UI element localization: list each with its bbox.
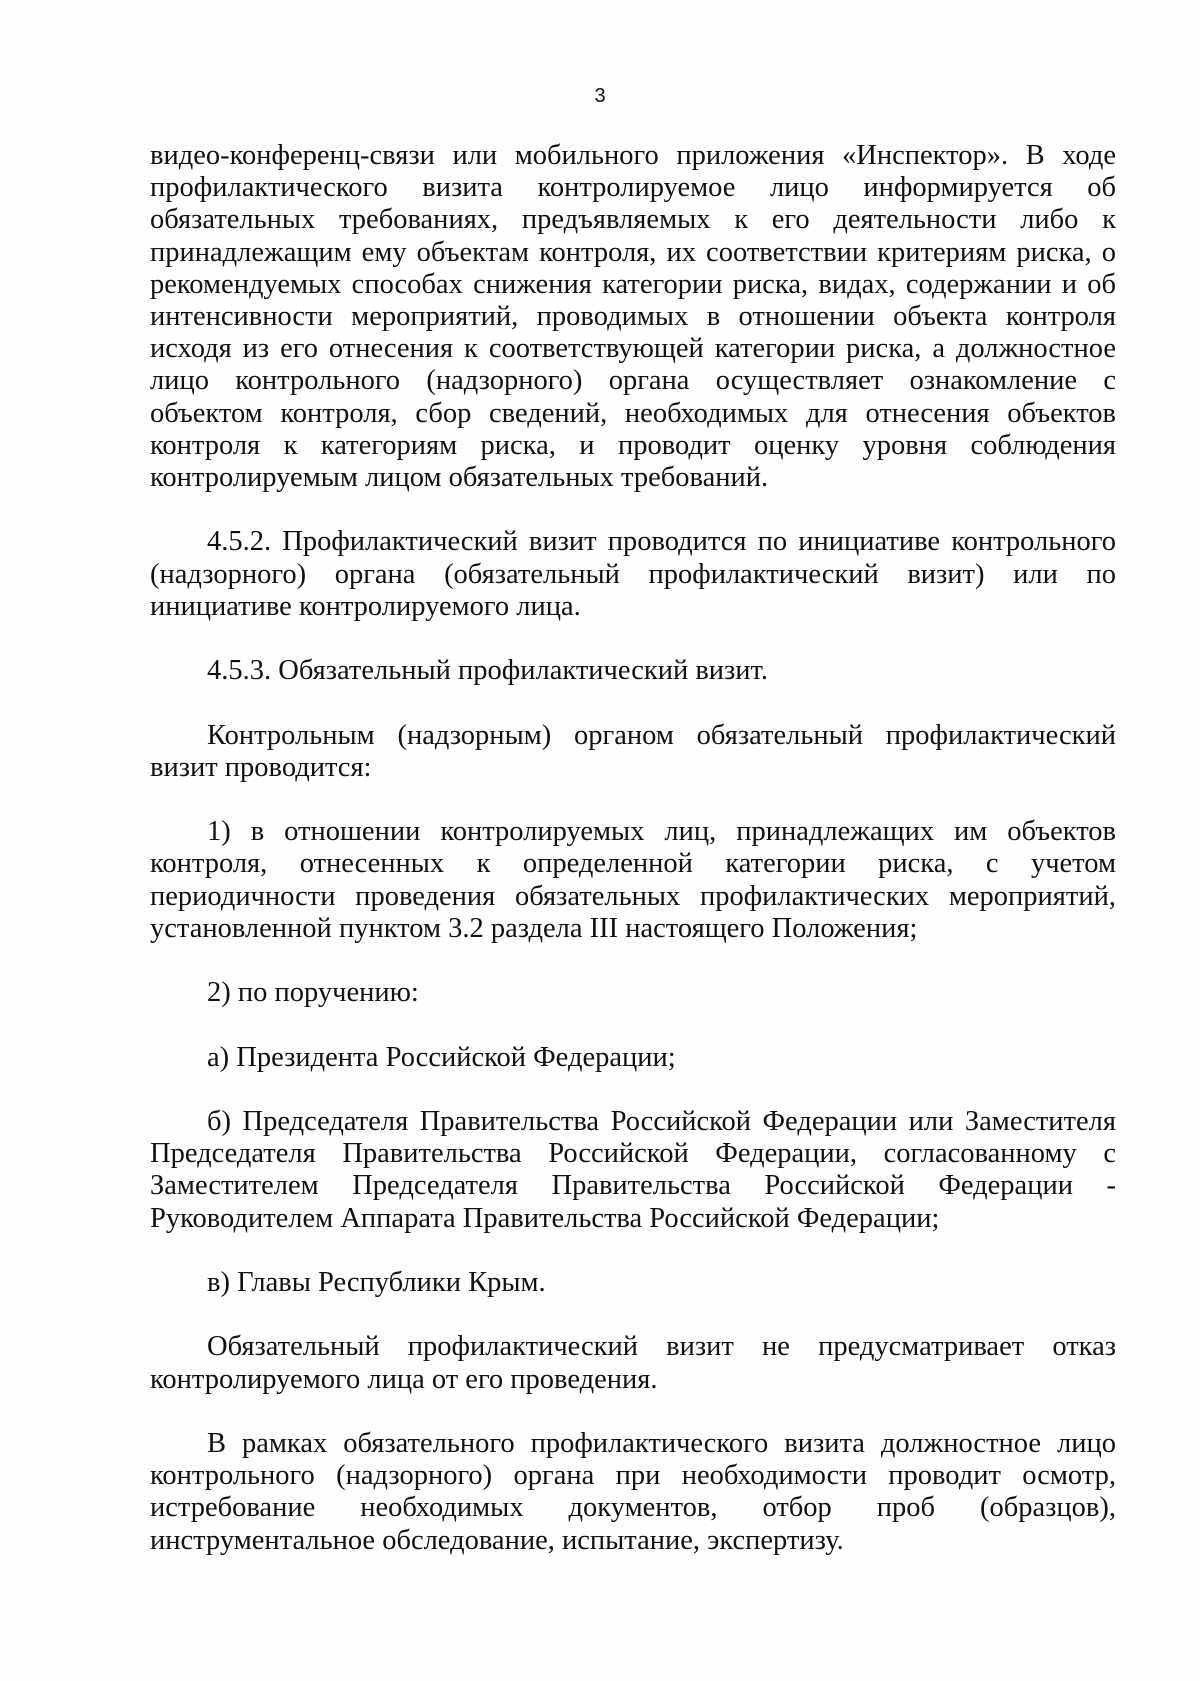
paragraph-4-5-2: 4.5.2. Профилактический визит проводится по инициативе контрольного (надзорного) органа (обязательный профилактический визит) или по инициативе контролируемого лица. [150, 526, 1116, 622]
list-item-2: 2) по поручению: [207, 977, 419, 1009]
paragraph-4-5-3-heading: 4.5.3. Обязательный профилактический визит. [207, 655, 768, 687]
paragraph-mandatory-visit-intro: Контрольным (надзорным) органом обязательный профилактический визит проводится: [150, 719, 1116, 783]
list-item-2b: б) Председателя Правительства Российской Федерации или Заместителя Председателя Правительства Российской Федерации, согласованному с Заместителем Председателя Правительства Российской Федерации - Руководителем Аппарата Правительства Российской Федерации; [150, 1105, 1116, 1234]
document-body [150, 140, 1116, 1557]
list-item-2a: а) Президента Российской Федерации; [207, 1041, 676, 1073]
paragraph-visit-actions: В рамках обязательного профилактического визита должностное лицо контрольного (надзорного) органа при необходимости проводит осмотр, истребование необходимых документов, отбор проб (образцов), инструментальное обследование, испытание, экспертизу. [150, 1427, 1116, 1556]
paragraph-continuation: видео-конференц-связи или мобильного приложения «Инспектор». В ходе профилактического визита контролируемое лицо информируется об обязательных требованиях, предъявляемых к его деятельности либо к принадлежащим ему объектам контроля, их соответствии критериям риска, о рекомендуемых способах снижения категории риска, видах, содержании и об интенсивности мероприятий, проводимых в отношении объекта контроля исходя из его отнесения к соответствующей категории риска, а должностное лицо контрольного (надзорного) органа осуществляет ознакомление с объектом контроля, сбор сведений, необходимых для отнесения объектов контроля к категориям риска, и проводит оценку уровня соблюдения контролируемым лицом обязательных требований. [150, 140, 1116, 494]
paragraph-no-refusal: Обязательный профилактический визит не предусматривает отказ контролируемого лица от его проведения. [150, 1331, 1116, 1395]
list-item-2v: в) Главы Республики Крым. [207, 1266, 546, 1298]
list-item-1: 1) в отношении контролируемых лиц, принадлежащих им объектов контроля, отнесенных к определенной категории риска, с учетом периодичности проведения обязательных профилактических мероприятий, установленной пунктом 3.2 раздела III настоящего Положения; [150, 816, 1116, 944]
page-number: 3 [594, 85, 606, 107]
